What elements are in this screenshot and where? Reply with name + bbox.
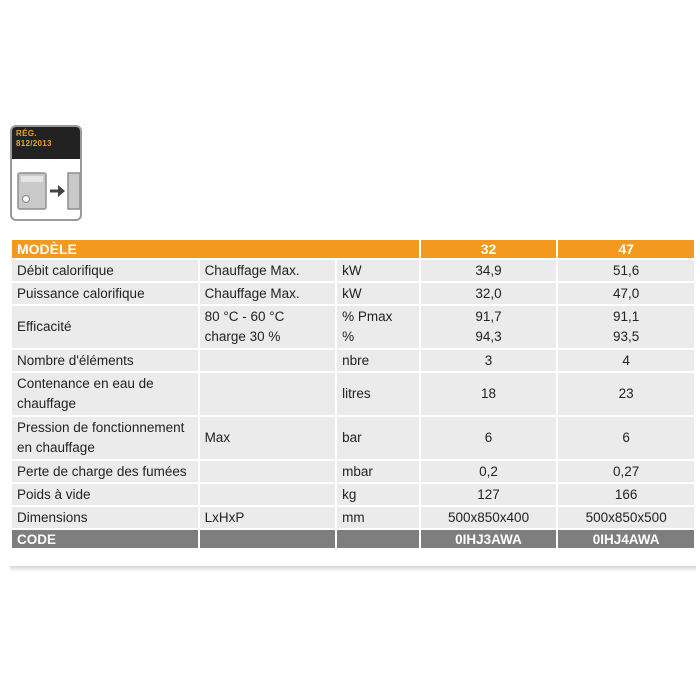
row-condition-text: LxHxP <box>204 510 245 525</box>
code-label: CODE <box>12 530 198 548</box>
table-row <box>12 306 694 348</box>
row-condition-text: charge 30 % <box>204 329 281 344</box>
code-row <box>12 530 694 548</box>
regulation-badge <box>10 125 82 221</box>
row-value-32-text: 6 <box>484 430 493 445</box>
row-label-text: Débit calorifique <box>17 263 114 278</box>
row-unit-text: litres <box>342 386 371 401</box>
row-value-47-text: 6 <box>622 430 630 445</box>
row-label-text: Puissance calorifique <box>17 286 145 301</box>
row-unit <box>337 350 419 371</box>
row-value-47-text: 51,6 <box>613 263 640 278</box>
row-value-47 <box>558 507 694 528</box>
row-label-text: Contenance en eau de <box>17 376 154 391</box>
row-label-text: Pression de fonctionnement <box>17 420 185 435</box>
row-label-text: Perte de charge des fumées <box>17 464 187 479</box>
row-value-32-text: 500x850x400 <box>448 510 530 525</box>
row-condition-text: Chauffage Max. <box>204 263 300 278</box>
row-value-32-text: 18 <box>481 386 497 401</box>
table-shadow <box>10 566 696 572</box>
row-value-32-text: 94,3 <box>475 329 502 344</box>
row-value-32 <box>421 417 557 459</box>
row-unit-text: kW <box>342 286 362 301</box>
row-value-32 <box>421 260 557 281</box>
code-empty-1 <box>200 530 336 548</box>
row-value-32 <box>421 461 557 482</box>
row-unit <box>337 484 419 505</box>
model-32-header: 32 <box>421 240 557 258</box>
row-value-47 <box>558 373 694 415</box>
row-value-47 <box>558 283 694 304</box>
row-unit-text: kW <box>342 263 362 278</box>
row-value-47 <box>558 350 694 371</box>
row-value-32-text: 0,2 <box>479 464 498 479</box>
row-value-32 <box>421 283 557 304</box>
table-row <box>12 373 694 415</box>
row-condition <box>200 507 336 528</box>
row-label <box>12 507 198 528</box>
row-label <box>12 417 198 459</box>
model-header-label: MODÈLE <box>12 240 419 258</box>
row-value-32-text: 91,7 <box>475 309 502 324</box>
row-label <box>12 260 198 281</box>
regulation-label: RÉG. <box>16 129 37 138</box>
table-row <box>12 461 694 482</box>
row-value-47 <box>558 306 694 348</box>
row-label <box>12 350 198 371</box>
row-unit <box>337 283 419 304</box>
row-value-32-text: 3 <box>484 353 493 368</box>
model-47-header: 47 <box>558 240 694 258</box>
row-label <box>12 484 198 505</box>
row-condition <box>200 350 336 371</box>
table-row <box>12 417 694 459</box>
row-label-text: Poids à vide <box>17 487 91 502</box>
row-unit-text: % <box>342 329 355 344</box>
table-row <box>12 507 694 528</box>
table-row <box>12 484 694 505</box>
row-unit <box>337 260 419 281</box>
row-value-47-text: 0,27 <box>613 464 640 479</box>
row-unit <box>337 507 419 528</box>
row-condition <box>200 484 336 505</box>
row-condition-text: 80 °C - 60 °C <box>204 309 285 324</box>
regulation-number: 812/2013 <box>16 139 52 148</box>
boiler-to-tank-icon <box>16 165 80 217</box>
row-unit-text: mbar <box>342 464 373 479</box>
row-label <box>12 461 198 482</box>
table-row <box>12 350 694 371</box>
row-label-text: Dimensions <box>17 510 88 525</box>
row-label-text: Efficacité <box>17 319 72 334</box>
regulation-band <box>12 127 80 159</box>
row-condition <box>200 373 336 415</box>
row-value-47-text: 91,1 <box>613 309 640 324</box>
table-header-row <box>12 240 694 258</box>
row-unit-text: kg <box>342 487 357 502</box>
row-value-47-text: 47,0 <box>613 286 640 301</box>
row-value-47 <box>558 417 694 459</box>
row-value-32 <box>421 507 557 528</box>
row-unit <box>337 461 419 482</box>
row-value-47-text: 166 <box>614 487 638 502</box>
row-value-47-text: 93,5 <box>613 329 640 344</box>
row-unit <box>337 417 419 459</box>
row-label <box>12 306 198 348</box>
row-condition-text: Max <box>204 430 231 445</box>
row-unit-text: % Pmax <box>342 309 393 324</box>
row-label <box>12 283 198 304</box>
row-value-32-text: 127 <box>477 487 500 502</box>
row-value-47-text: 500x850x500 <box>585 510 667 525</box>
row-value-32 <box>421 373 557 415</box>
row-label-text: Nombre d'éléments <box>17 353 134 368</box>
code-value-32: 0IHJ3AWA <box>421 530 557 548</box>
row-condition <box>200 461 336 482</box>
row-value-47 <box>558 461 694 482</box>
code-value-47: 0IHJ4AWA <box>558 530 694 548</box>
row-condition <box>200 283 336 304</box>
table-row <box>12 260 694 281</box>
spec-table-wrapper <box>10 238 698 550</box>
row-condition <box>200 306 336 348</box>
row-value-32-text: 32,0 <box>475 286 502 301</box>
spec-table <box>10 238 696 550</box>
row-label <box>12 373 198 415</box>
row-unit-text: mm <box>342 510 365 525</box>
row-condition <box>200 417 336 459</box>
row-condition-text: Chauffage Max. <box>204 286 300 301</box>
row-value-32 <box>421 350 557 371</box>
code-empty-2 <box>337 530 419 548</box>
row-value-32 <box>421 484 557 505</box>
row-value-47 <box>558 484 694 505</box>
row-unit-text: nbre <box>342 353 370 368</box>
row-unit-text: bar <box>342 430 362 445</box>
row-unit <box>337 373 419 415</box>
row-value-32 <box>421 306 557 348</box>
table-row <box>12 283 694 304</box>
row-value-47 <box>558 260 694 281</box>
row-value-47-text: 23 <box>618 386 634 401</box>
row-condition <box>200 260 336 281</box>
row-value-47-text: 4 <box>622 353 630 368</box>
row-value-32-text: 34,9 <box>475 263 502 278</box>
row-unit <box>337 306 419 348</box>
row-label-text: chauffage <box>17 396 77 411</box>
row-label-text: en chauffage <box>17 440 95 455</box>
